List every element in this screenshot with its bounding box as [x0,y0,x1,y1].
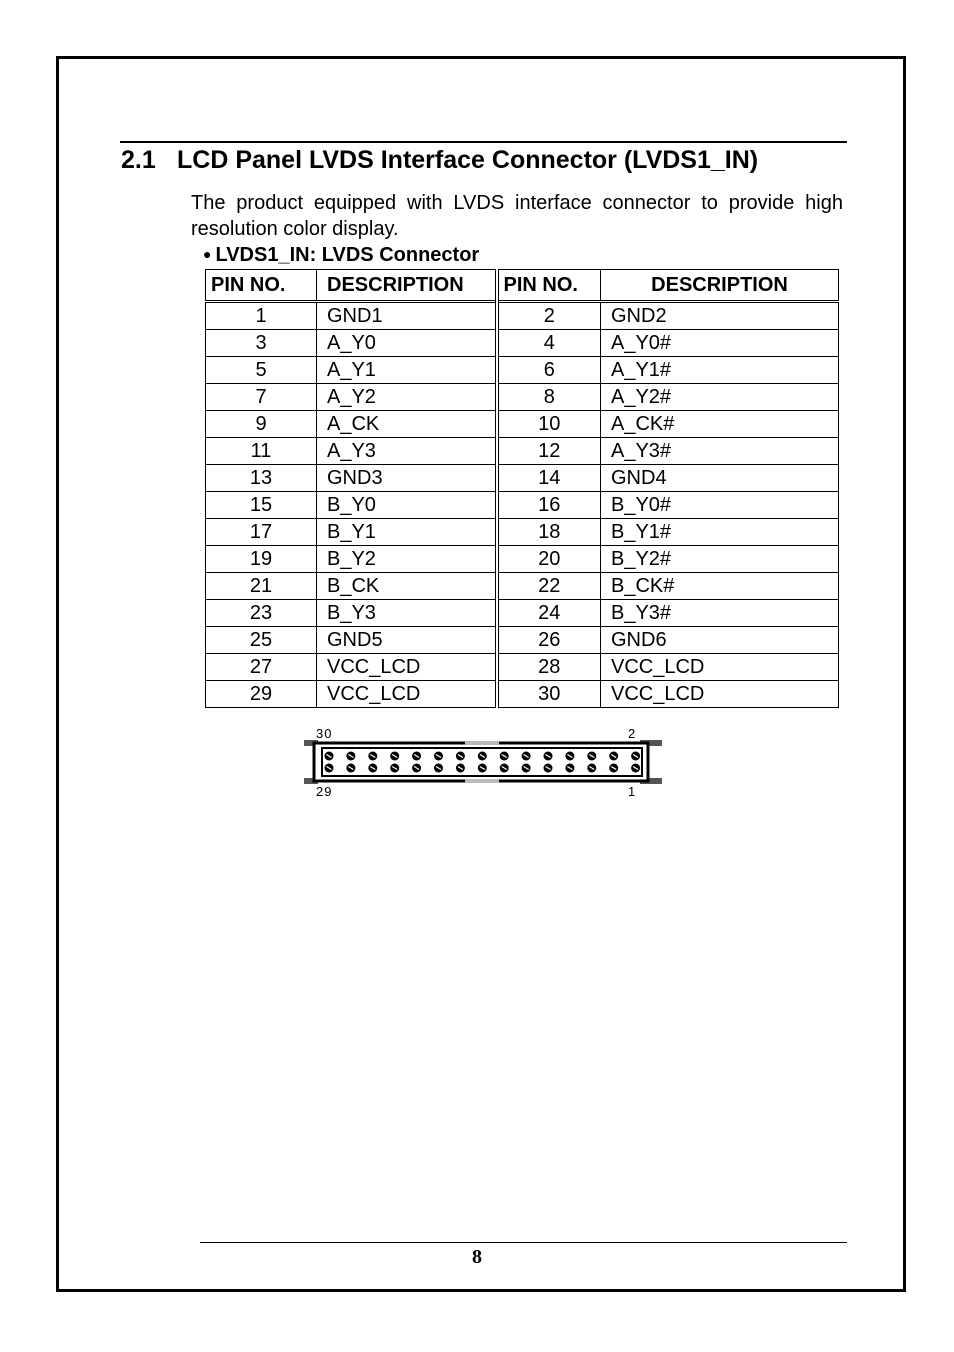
description-cell: GND3 [317,465,497,492]
connector-diagram [300,724,670,800]
page-number: 8 [472,1246,482,1268]
description-cell: VCC_LCD [601,681,839,708]
section-number: 2.1 [121,146,156,174]
pin-number-cell: 15 [206,492,317,519]
table-row [206,573,839,600]
description-cell: A_CK# [601,411,839,438]
table-row [206,627,839,654]
pin-number-cell: 2 [497,302,601,330]
description-cell: GND5 [317,627,497,654]
table-header-row [206,270,839,302]
pin-number-cell: 27 [206,654,317,681]
description-cell: B_Y0# [601,492,839,519]
description-cell: B_CK [317,573,497,600]
footer-rule [200,1242,847,1243]
pin-number-cell: 22 [497,573,601,600]
pin-number-cell: 20 [497,546,601,573]
section-heading [121,146,758,175]
connector-label-top-left: 30 [316,726,333,741]
pin-number-cell: 17 [206,519,317,546]
pin-number-cell: 23 [206,600,317,627]
connector-caption [203,244,479,267]
pin-table-body [206,302,839,708]
header-pin-no-2: PIN NO. [497,270,601,302]
pin-number-cell: 21 [206,573,317,600]
table-row [206,411,839,438]
description-cell: A_Y3 [317,438,497,465]
description-cell: A_Y3# [601,438,839,465]
description-cell: B_Y2# [601,546,839,573]
table-row [206,654,839,681]
description-cell: B_Y1# [601,519,839,546]
pin-number-cell: 5 [206,357,317,384]
description-cell: VCC_LCD [601,654,839,681]
connector-key-bottom [465,779,499,783]
pin-number-cell: 1 [206,302,317,330]
pin-number-cell: 13 [206,465,317,492]
table-row [206,600,839,627]
header-description-1: DESCRIPTION [317,270,497,302]
pin-number-cell: 12 [497,438,601,465]
connector-caption-label: LVDS1_IN: LVDS Connector [215,244,480,266]
description-cell: B_Y0 [317,492,497,519]
description-cell: A_Y2# [601,384,839,411]
pin-number-cell: 24 [497,600,601,627]
connector-key-top [465,741,499,745]
table-row [206,302,839,330]
pin-number-cell: 29 [206,681,317,708]
description-cell: GND6 [601,627,839,654]
pin-number-cell: 10 [497,411,601,438]
pin-number-cell: 6 [497,357,601,384]
connector-label-bottom-right: 1 [628,784,636,799]
description-cell: A_Y0# [601,330,839,357]
bullet-icon: ● [203,246,212,262]
pin-number-cell: 11 [206,438,317,465]
description-cell: B_Y1 [317,519,497,546]
description-cell: B_CK# [601,573,839,600]
description-cell: A_Y0 [317,330,497,357]
heading-rule [120,141,847,143]
table-row [206,465,839,492]
description-cell: B_Y3 [317,600,497,627]
section-title: LCD Panel LVDS Interface Connector (LVDS1_IN) [177,146,759,174]
table-row [206,492,839,519]
table-row [206,357,839,384]
description-cell: A_Y1# [601,357,839,384]
pin-number-cell: 25 [206,627,317,654]
pin-table [205,269,839,708]
description-cell: B_Y2 [317,546,497,573]
pin-number-cell: 16 [497,492,601,519]
pin-number-cell: 3 [206,330,317,357]
description-cell: VCC_LCD [317,681,497,708]
description-cell: B_Y3# [601,600,839,627]
pin-number-cell: 28 [497,654,601,681]
pin-number-cell: 8 [497,384,601,411]
table-row [206,681,839,708]
table-row [206,546,839,573]
pin-number-cell: 14 [497,465,601,492]
description-cell: A_Y1 [317,357,497,384]
table-row [206,384,839,411]
pin-number-cell: 26 [497,627,601,654]
description-cell: A_CK [317,411,497,438]
connector-label-top-right: 2 [628,726,636,741]
intro-paragraph: The product equipped with LVDS interface connector to provide high resolution color display. [191,192,843,240]
connector-label-bottom-left: 29 [316,784,333,799]
table-row [206,330,839,357]
pin-number-cell: 4 [497,330,601,357]
description-cell: GND1 [317,302,497,330]
pin-number-cell: 19 [206,546,317,573]
description-cell: GND4 [601,465,839,492]
pin-number-cell: 7 [206,384,317,411]
pin-number-cell: 18 [497,519,601,546]
table-row [206,438,839,465]
description-cell: VCC_LCD [317,654,497,681]
header-pin-no-1: PIN NO. [206,270,317,302]
pin-number-cell: 30 [497,681,601,708]
pin-number-cell: 9 [206,411,317,438]
description-cell: GND2 [601,302,839,330]
header-description-2: DESCRIPTION [601,270,839,302]
table-row [206,519,839,546]
description-cell: A_Y2 [317,384,497,411]
